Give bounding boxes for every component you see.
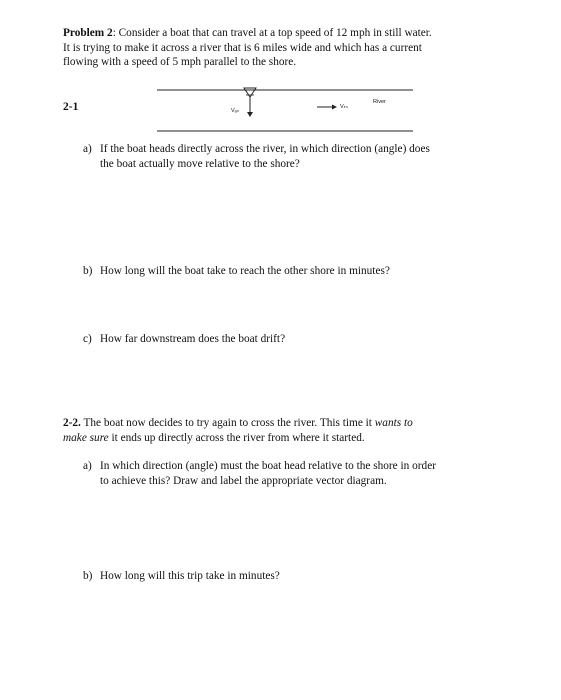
question-line: the boat actually move relative to the shore? <box>100 157 300 170</box>
question-letter: a) <box>83 143 92 155</box>
intro-line-2: It is trying to make it across a river that is 6 miles wide and which has a current <box>63 41 422 54</box>
river-diagram-svg <box>155 85 415 135</box>
question-2-1-b <box>83 264 483 280</box>
question-2-2-b <box>83 569 483 585</box>
question-line: How far downstream does the boat drift? <box>100 333 286 345</box>
question-line: How long will this trip take in minutes? <box>100 570 280 582</box>
intro-line-1: : Consider a boat that can travel at a top speed of 12 mph in still water. <box>112 27 432 39</box>
river-diagram <box>155 85 415 135</box>
question-line: In which direction (angle) must the boat head relative to the shore in order <box>100 460 436 472</box>
problem-title: Problem 2 <box>63 27 113 39</box>
part-2-2-label: 2-2. <box>63 417 81 429</box>
river-label: River <box>373 99 386 105</box>
intro-line-3: flowing with a speed of 5 mph parallel to the shore. <box>63 56 297 68</box>
part-2-2-intro: 2-2. The boat now decides to try again to cross the river. This time it wants to make sure it ends up directly across the river from where it started. <box>63 417 413 444</box>
question-2-1-a <box>83 142 483 172</box>
question-2-1-c <box>83 332 483 348</box>
part-2-1-label: 2-1 <box>63 101 79 113</box>
water-velocity-label: Vₖₛ <box>340 104 349 110</box>
problem-intro <box>63 26 463 70</box>
question-line: How long will the boat take to reach the other shore in minutes? <box>100 265 390 277</box>
boat-velocity-label: Vₐₙ <box>231 108 239 114</box>
question-line: If the boat heads directly across the river, in which direction (angle) does <box>100 143 430 155</box>
question-letter: b) <box>83 570 93 582</box>
water-level-marker <box>244 88 256 97</box>
question-letter: b) <box>83 265 93 277</box>
question-2-2-a <box>83 459 503 489</box>
question-line: to achieve this? Draw and label the appropriate vector diagram. <box>100 474 387 487</box>
question-letter: a) <box>83 460 92 472</box>
question-letter: c) <box>83 333 92 345</box>
